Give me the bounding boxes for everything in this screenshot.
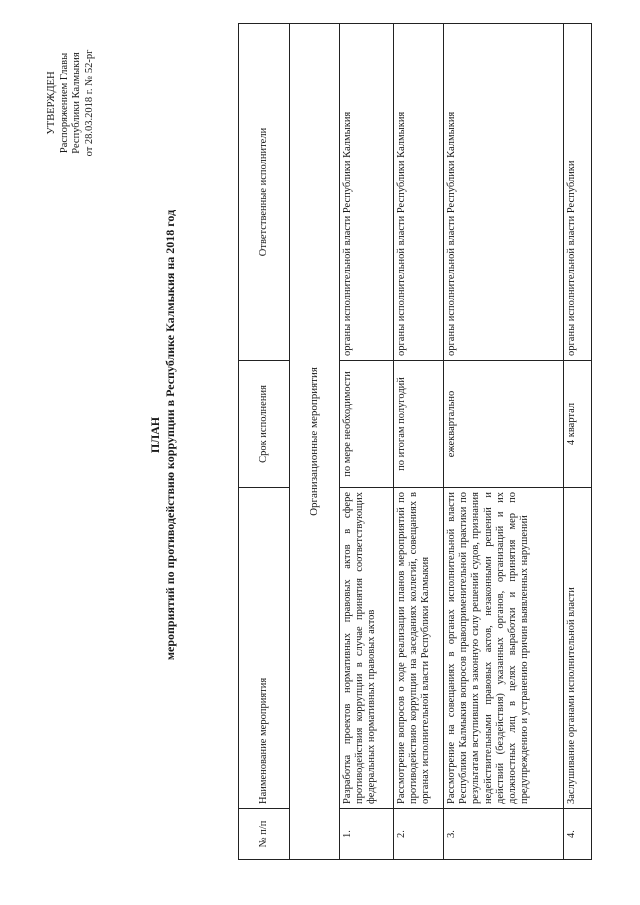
header-term: Срок исполнения — [239, 361, 290, 488]
table-row — [564, 24, 592, 860]
row-executor: органы исполнительной власти Республики Калмыкия — [394, 24, 444, 361]
row-num: 4. — [564, 809, 592, 860]
header-num: № п/п — [239, 809, 290, 860]
table-row — [340, 24, 394, 860]
row-name: Заслушивание органами исполнительной власти — [564, 488, 592, 809]
row-name: Рассмотрение вопросов о ходе реализации планов мероприятий по противодействию коррупции на заседаниях коллегий, совещаниях в органах исполнительной власти Республики Калмыкия — [394, 488, 444, 809]
header-name: Наименование мероприятия — [239, 488, 290, 809]
row-term: по мере необходимости — [340, 361, 394, 488]
row-executor: органы исполнительной власти Республики Калмыкия — [340, 24, 394, 361]
row-executor: органы исполнительной власти Республики Калмыкия — [444, 24, 564, 361]
row-term: по итогам полугодий — [394, 361, 444, 488]
row-term: 4 квартал — [564, 361, 592, 488]
row-executor: органы исполнительной власти Республики — [564, 24, 592, 361]
header-executor: Ответственные исполнители — [239, 24, 290, 361]
section-row — [289, 24, 340, 860]
approval-date: от 28.03.2018 г. № 52-рг — [83, 49, 95, 157]
approval-stamp — [46, 13, 96, 193]
row-name: Рассмотрение на совещаниях в органах исполнительной власти Республики Калмыкия вопросов правоприменительной практики по результатам вступивших в законную силу решений судов, признания недействительными правовых актов, незаконными решений и действий (бездействия) указанных органов, организаций и их должностных лиц в целях выработки и принятия мер по предупреждению и устранению причин выявленных нарушений — [444, 488, 564, 809]
plan-subheading: мероприятий по противодействию коррупции в Республике Калмыкия на 2018 год — [163, 209, 177, 661]
table-row — [394, 24, 444, 860]
approval-line: Распоряжением Главы — [58, 52, 70, 154]
table-header-row — [239, 24, 290, 860]
plan-heading: ПЛАН — [148, 416, 162, 454]
plan-table — [238, 23, 592, 860]
row-num: 3. — [444, 809, 564, 860]
approval-line: Республики Калмыкия — [71, 52, 82, 154]
table-row — [444, 24, 564, 860]
row-term: ежеквартально — [444, 361, 564, 488]
row-num: 1. — [340, 809, 394, 860]
row-name: Разработка проектов нормативных правовых актов в сфере противодействия коррупции в случае принятия соответствующих федеральных нормативных правовых актов — [340, 488, 394, 809]
approval-title: УТВЕРЖДЕН — [46, 71, 57, 135]
row-num: 2. — [394, 809, 444, 860]
document-title — [148, 95, 178, 775]
section-title: Организационные мероприятия — [289, 24, 340, 860]
